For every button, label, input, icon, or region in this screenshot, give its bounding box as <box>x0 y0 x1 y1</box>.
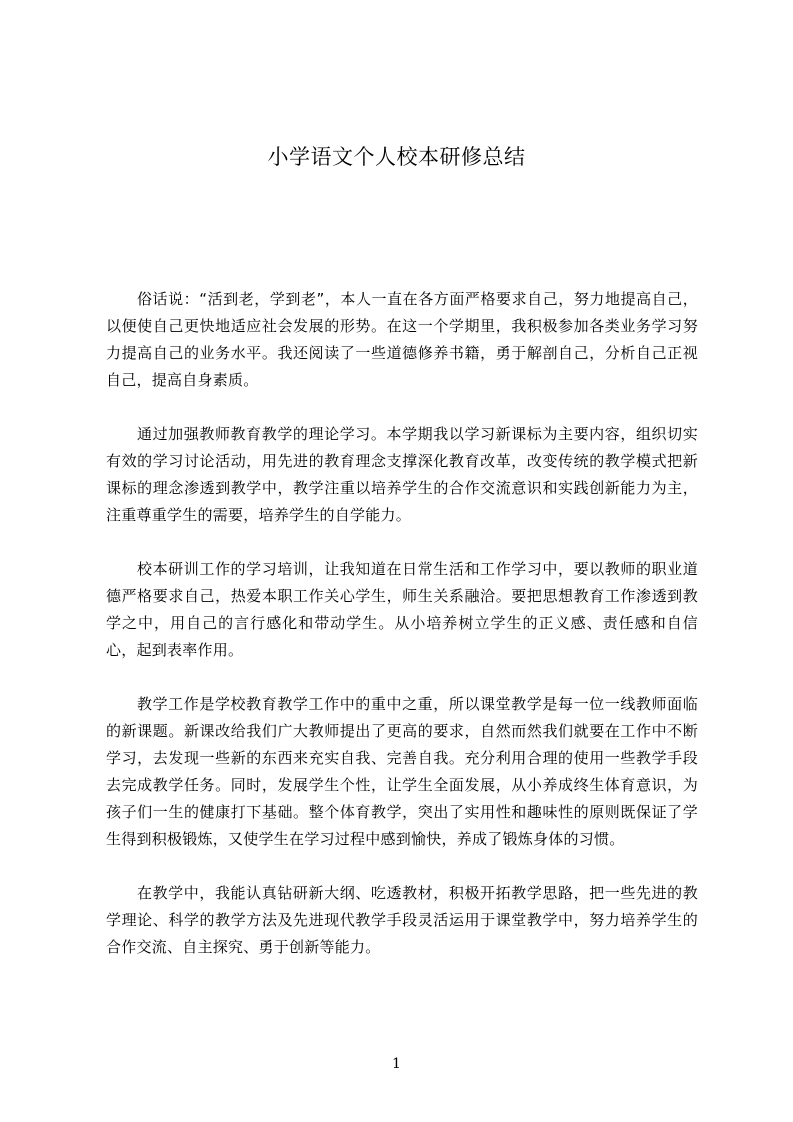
paragraph-4: 教学工作是学校教育教学工作中的重中之重，所以课堂教学是每一位一线教师面临的新课题。新课改给我们广大教师提出了更高的要求，自然而然我们就要在工作中不断学习，去发现一些新的东西来充实自我、完善自我。充分利用合理的使用一些教学手段去完成教学任务。同时，发展学生个性，让学生全面发展，从小养成终生体育意识，为孩子们一生的健康打下基础。整个体育教学，突出了实用性和趣味性的原则既保证了学生得到积极锻炼，又使学生在学习过程中感到愉快，养成了锻炼身体的习惯。 <box>106 695 698 848</box>
paragraph-3: 校本研训工作的学习培训，让我知道在日常生活和工作学习中，要以教师的职业道德严格要求自己，热爱本职工作关心学生，师生关系融洽。要把思想教育工作渗透到教学之中，用自己的言行感化和带动学生。从小培养树立学生的正义感、责任感和自信心，起到表率作用。 <box>106 560 698 659</box>
page-number: 1 <box>392 1056 401 1072</box>
document-title: 小学语文个人校本研修总结 <box>267 145 526 169</box>
paragraph-1: 俗话说：“活到老，学到老”，本人一直在各方面严格要求自己，努力地提高自己，以便使自己更快地适应社会发展的形势。在这一个学期里，我积极参加各类业务学习努力提高自己的业务水平。我还阅读了一些道德修养书籍，勇于解剖自己，分析自己正视自己，提高自身素质。 <box>106 290 698 389</box>
document-body <box>106 286 698 988</box>
paragraph-5: 在教学中，我能认真钻研新大纲、吃透教材，积极开拓教学思路，把一些先进的教学理论、科学的教学方法及先进现代教学手段灵活运用于课堂教学中，努力培养学生的合作交流、自主探究、勇于创新等能力。 <box>106 884 698 956</box>
paragraph-2: 通过加强教师教育教学的理论学习。本学期我以学习新课标为主要内容，组织切实有效的学习讨论活动，用先进的教育理念支撑深化教育改革，改变传统的教学模式把新课标的理念渗透到教学中，教学注重以培养学生的合作交流意识和实践创新能力为主，注重尊重学生的需要，培养学生的自学能力。 <box>106 425 698 524</box>
